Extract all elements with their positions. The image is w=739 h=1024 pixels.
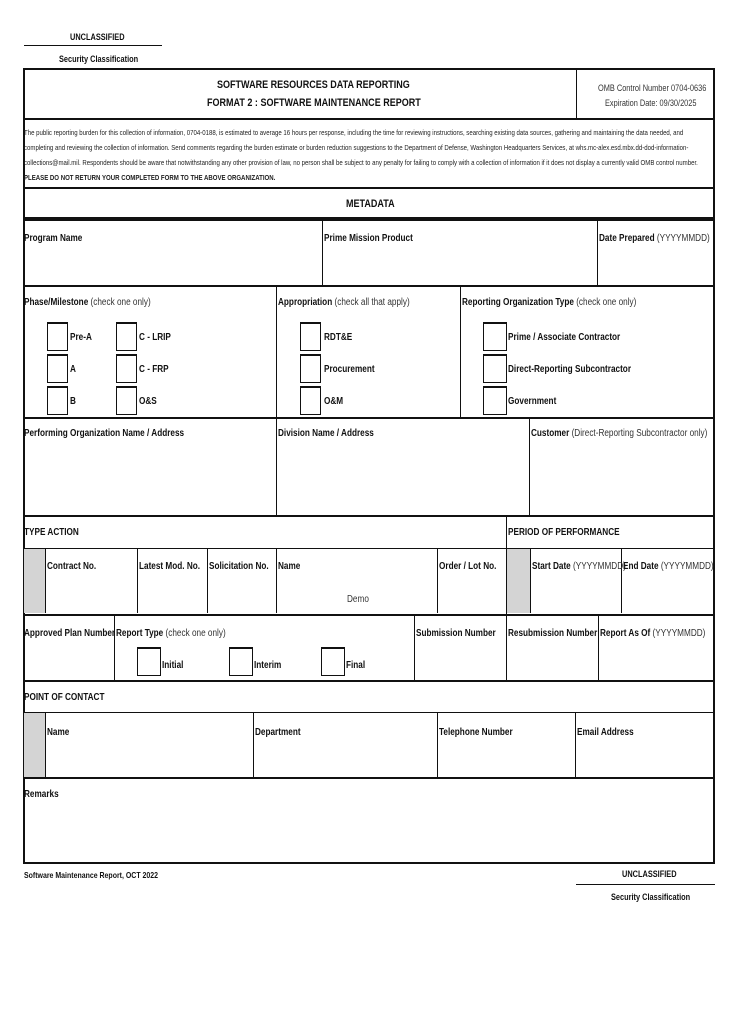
checkbox-final[interactable] bbox=[321, 647, 345, 676]
division-field[interactable] bbox=[278, 443, 527, 513]
checkbox-b[interactable] bbox=[47, 386, 68, 415]
classification-line-top bbox=[24, 45, 162, 46]
form-id: Software Maintenance Report, OCT 2022 bbox=[24, 870, 159, 880]
report-initial-label: Initial bbox=[162, 660, 184, 671]
start-date-field[interactable] bbox=[532, 575, 619, 611]
checkbox-rdte[interactable] bbox=[300, 322, 321, 351]
checkbox-a[interactable] bbox=[47, 354, 68, 383]
phase-c-frp-label: C - FRP bbox=[139, 364, 169, 375]
resubmission-field[interactable] bbox=[508, 642, 596, 678]
date-prepared-field[interactable] bbox=[599, 248, 713, 283]
poc-name-field[interactable] bbox=[47, 741, 251, 775]
solicitation-label: Solicitation No. bbox=[209, 561, 269, 572]
name-label: Name bbox=[278, 561, 301, 572]
report-as-of-label: Report As Of (YYYYMMDD) bbox=[600, 628, 706, 639]
checkbox-pre-a[interactable] bbox=[47, 322, 68, 351]
report-as-of-field[interactable] bbox=[600, 642, 713, 678]
omb-number: OMB Control Number 0704-0636 bbox=[598, 83, 707, 93]
appropriation-rdte-label: RDT&E bbox=[324, 332, 353, 343]
division-label: Division Name / Address bbox=[278, 428, 374, 439]
remarks-field[interactable] bbox=[25, 803, 713, 861]
report-interim-label: Interim bbox=[254, 660, 282, 671]
poc-telephone-field[interactable] bbox=[439, 741, 573, 775]
classification-line-bottom bbox=[576, 884, 715, 885]
poc-email-field[interactable] bbox=[577, 741, 713, 775]
phase-c-lrip-label: C - LRIP bbox=[139, 332, 171, 343]
customer-label: Customer (Direct-Reporting Subcontractor only) bbox=[531, 428, 708, 439]
phase-pre-a-label: Pre-A bbox=[70, 332, 92, 343]
checkbox-initial[interactable] bbox=[137, 647, 161, 676]
resubmission-label: Resubmission Number bbox=[508, 628, 598, 639]
org-subcontractor-label: Direct-Reporting Subcontractor bbox=[508, 364, 632, 375]
checkbox-prime-contractor[interactable] bbox=[483, 322, 507, 351]
poc-title: POINT OF CONTACT bbox=[24, 692, 105, 703]
latest-mod-field[interactable] bbox=[139, 575, 205, 611]
form-subtitle: FORMAT 2 : SOFTWARE MAINTENANCE REPORT bbox=[207, 97, 421, 109]
period-title: PERIOD OF PERFORMANCE bbox=[508, 527, 620, 538]
approved-plan-field[interactable] bbox=[25, 642, 112, 678]
customer-field[interactable] bbox=[531, 443, 713, 513]
expiration-date: Expiration Date: 09/30/2025 bbox=[605, 98, 697, 108]
phase-a-label: A bbox=[70, 364, 76, 375]
burden-statement bbox=[24, 125, 713, 185]
checkbox-os[interactable] bbox=[116, 386, 137, 415]
contract-no-label: Contract No. bbox=[47, 561, 97, 572]
performing-org-label: Performing Organization Name / Address bbox=[24, 428, 185, 439]
submission-label: Submission Number bbox=[416, 628, 496, 639]
title-box bbox=[23, 68, 715, 120]
burden-text: The public reporting burden for this collection of information, 0704-0188, is estimated to average 16 hours per response, including the time for reviewing instructions, searching existing data sources, gathering and maintaining the data needed, and completing and reviewing the collection of information. Send comments regarding the burden estimate or burden reduction suggestions to the Department of Defense, Washington Headquarters Services, at whs.mc-alex.esd.mbx.dd-dod-information-collections@mail.mil. Respondents should be aware that notwithstanding any other provision of law, no person shall be subject to any penalty for failing to comply with a collection of information if it does not display a currently valid OMB control number. bbox=[24, 128, 698, 167]
approved-plan-label: Approved Plan Number bbox=[24, 628, 116, 639]
submission-field[interactable] bbox=[416, 642, 504, 678]
checkbox-c-lrip[interactable] bbox=[116, 322, 137, 351]
checkbox-procurement[interactable] bbox=[300, 354, 321, 383]
reporting-org-type-label: Reporting Organization Type (check one only) bbox=[462, 297, 637, 308]
classification-top: UNCLASSIFIED bbox=[70, 32, 125, 42]
name-field[interactable]: Demo bbox=[347, 594, 369, 605]
burden-warning: PLEASE DO NOT RETURN YOUR COMPLETED FORM TO THE ABOVE ORGANIZATION. bbox=[24, 173, 276, 182]
remarks-label: Remarks bbox=[24, 789, 59, 800]
end-date-label: End Date (YYYYMMDD) bbox=[623, 561, 714, 572]
appropriation-om-label: O&M bbox=[324, 396, 344, 407]
latest-mod-label: Latest Mod. No. bbox=[139, 561, 201, 572]
classification-label-top: Security Classification bbox=[59, 54, 139, 64]
org-prime-label: Prime / Associate Contractor bbox=[508, 332, 621, 343]
phase-b-label: B bbox=[70, 396, 76, 407]
checkbox-direct-subcontractor[interactable] bbox=[483, 354, 507, 383]
program-name-field[interactable] bbox=[25, 248, 320, 283]
appropriation-procurement-label: Procurement bbox=[324, 364, 375, 375]
performing-org-field[interactable] bbox=[25, 443, 274, 513]
checkbox-om[interactable] bbox=[300, 386, 321, 415]
contract-no-field[interactable] bbox=[47, 575, 135, 611]
report-type-label: Report Type (check one only) bbox=[116, 628, 226, 639]
appropriation-label: Appropriation (check all that apply) bbox=[278, 297, 410, 308]
date-prepared-label: Date Prepared (YYYYMMDD) bbox=[599, 233, 710, 244]
metadata-title: METADATA bbox=[346, 198, 395, 210]
checkbox-c-frp[interactable] bbox=[116, 354, 137, 383]
classification-bottom: UNCLASSIFIED bbox=[622, 869, 677, 879]
start-date-label: Start Date (YYYYMMDD) bbox=[532, 561, 626, 572]
solicitation-field[interactable] bbox=[209, 575, 274, 611]
poc-telephone-label: Telephone Number bbox=[439, 727, 513, 738]
org-government-label: Government bbox=[508, 396, 557, 407]
checkbox-interim[interactable] bbox=[229, 647, 253, 676]
type-action-title: TYPE ACTION bbox=[24, 527, 79, 538]
end-date-field[interactable] bbox=[623, 575, 713, 611]
classification-label-bottom: Security Classification bbox=[611, 892, 691, 902]
poc-department-field[interactable] bbox=[255, 741, 435, 775]
poc-department-label: Department bbox=[255, 727, 301, 738]
report-final-label: Final bbox=[346, 660, 366, 671]
checkbox-government[interactable] bbox=[483, 386, 507, 415]
poc-email-label: Email Address bbox=[577, 727, 634, 738]
prime-mission-product-field[interactable] bbox=[324, 248, 595, 283]
form-title: SOFTWARE RESOURCES DATA REPORTING bbox=[217, 79, 410, 91]
program-name-label: Program Name bbox=[24, 233, 83, 244]
order-lot-field[interactable] bbox=[439, 575, 505, 611]
order-lot-label: Order / Lot No. bbox=[439, 561, 497, 572]
phase-milestone-label: Phase/Milestone (check one only) bbox=[24, 297, 151, 308]
prime-mission-product-label: Prime Mission Product bbox=[324, 233, 413, 244]
poc-name-label: Name bbox=[47, 727, 70, 738]
phase-os-label: O&S bbox=[139, 396, 157, 407]
